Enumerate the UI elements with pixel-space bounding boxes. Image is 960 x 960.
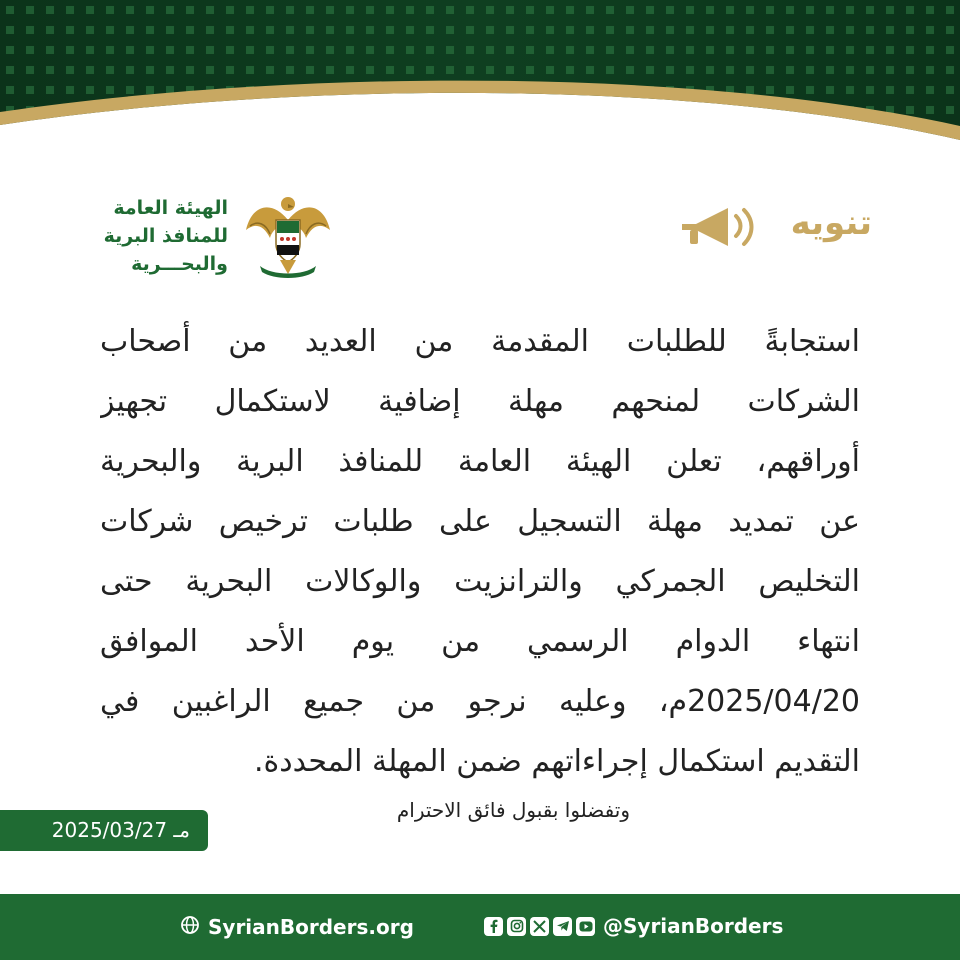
telegram-icon[interactable] [553, 917, 572, 936]
notice-line: 2025/04/20م، وعليه نرجو من جميع الراغبين في [100, 684, 860, 719]
date-badge: 2025/03/27 مـ [0, 810, 208, 851]
notice-body [100, 312, 860, 792]
notice-title [676, 196, 872, 256]
x-icon[interactable] [530, 917, 549, 936]
notice-line: أوراقهم، تعلن الهيئة العامة للمنافذ البرية والبحرية [100, 444, 860, 479]
notice-line: عن تمديد مهلة التسجيل على طلبات ترخيص شركات [100, 504, 860, 539]
eagle-emblem-icon [242, 190, 334, 282]
footer-social [484, 912, 783, 940]
organization-block [100, 190, 340, 285]
organization-name [100, 194, 228, 278]
globe-icon [180, 915, 200, 940]
banner-pattern [0, 0, 960, 150]
closing-text: وتفضلوا بقبول فائق الاحترام [396, 798, 630, 822]
org-name-line-3: والبحـــرية [131, 253, 228, 275]
instagram-icon[interactable] [507, 917, 526, 936]
megaphone-icon [676, 200, 766, 252]
notice-line: التقديم استكمال إجراءاتهم ضمن المهلة المحددة. [253, 744, 860, 779]
footer [0, 894, 960, 960]
social-handle[interactable]: @SyrianBorders [603, 914, 784, 938]
youtube-icon[interactable] [576, 917, 595, 936]
notice-line: انتهاء الدوام الرسمي من يوم الأحد الموافق [100, 624, 860, 659]
notice-line: الشركات لمنحهم مهلة إضافية لاستكمال تجهيز [100, 384, 860, 419]
website-link[interactable]: SyrianBorders.org [208, 915, 414, 939]
notice-line: التخليص الجمركي والترانزيت والوكالات البحرية حتى [100, 564, 860, 599]
facebook-icon[interactable] [484, 917, 503, 936]
notice-line: استجابةً للطلبات المقدمة من العديد من أصحاب [100, 324, 860, 359]
footer-website[interactable] [180, 914, 414, 940]
top-banner [0, 0, 960, 150]
org-name-line-2: للمنافذ البرية [103, 225, 228, 247]
notice-label: تنويه [790, 203, 872, 243]
org-name-line-1: الهيئة العامة [113, 197, 228, 219]
